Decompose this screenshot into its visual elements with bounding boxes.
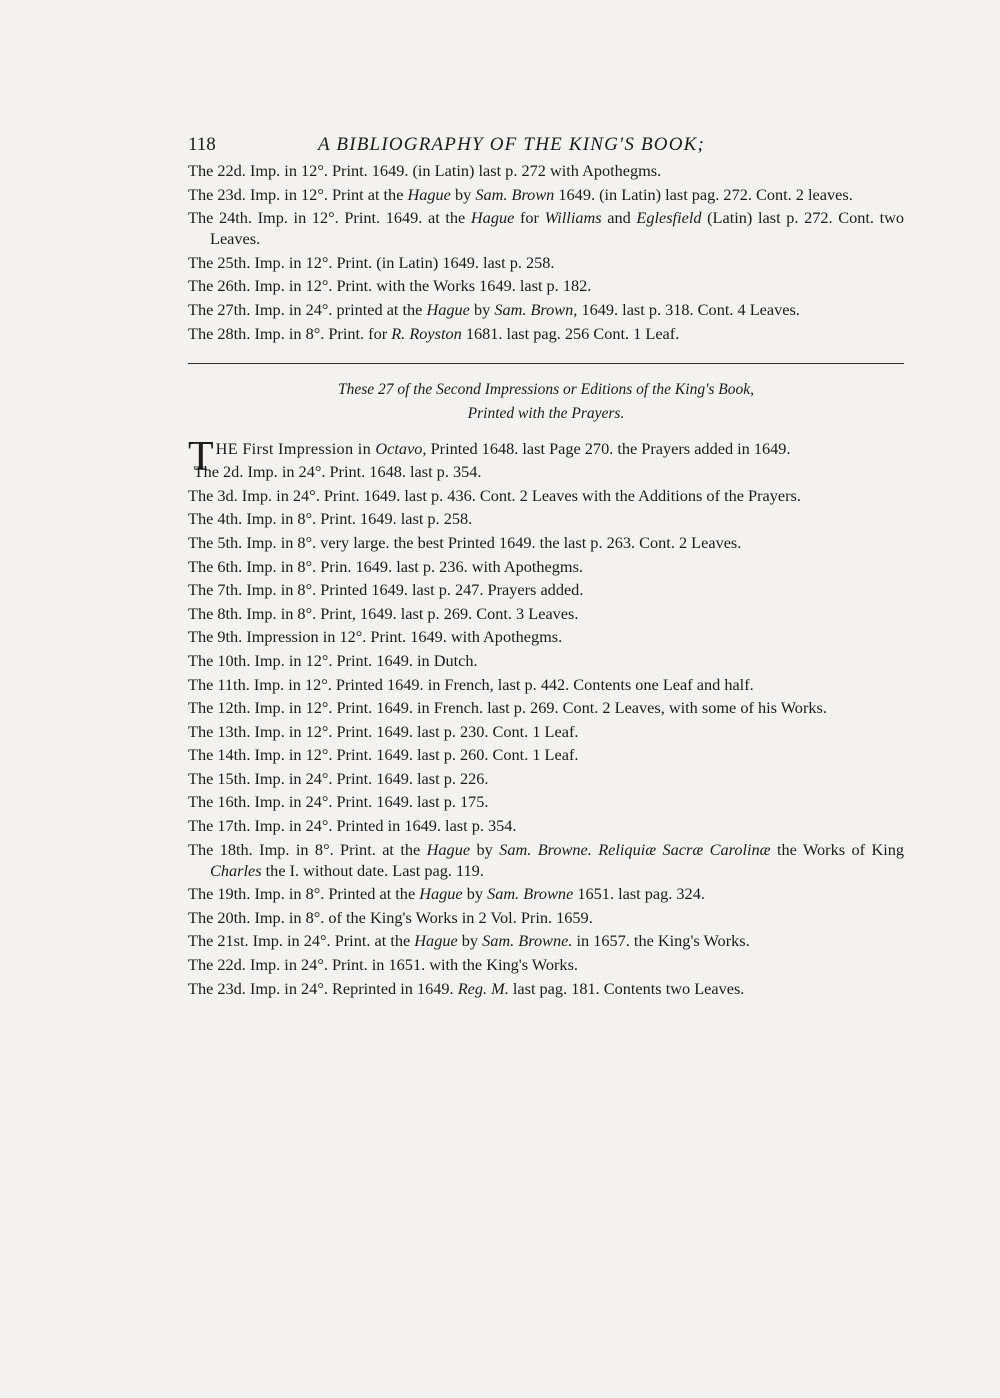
entry-text: The 3d. Imp. in 24°. Print. 1649. last p. 436. Cont. 2 Leaves with the Additions of the Prayers. [188,485,801,505]
entry-text: The 8th. Imp. in 8°. Print, 1649. last p. 269. Cont. 3 Leaves. [188,603,579,623]
bibliography-entry [188,579,904,600]
entry-text: The 13th. Imp. in 12°. Print. 1649. last p. 230. Cont. 1 Leaf. [188,721,579,741]
bibliography-entry [188,768,904,789]
running-title: A BIBLIOGRAPHY OF THE KING'S BOOK; [318,134,706,155]
bibliography-entry [188,556,904,577]
bibliography-entry [188,744,904,765]
bibliography-entry [188,721,904,742]
section-heading-line-1: These 27 of the Second Impressions or Editions of the King's Book, [337,380,755,398]
bibliography-entry [188,954,904,975]
entry-list-first-impressions [188,160,904,344]
entry-italic-text: Charles [210,860,262,880]
entry-text: The 19th. Imp. in 8°. Printed at the [188,884,420,904]
bibliography-entry [188,791,904,812]
entry-italic-text: Reg. M. [457,978,509,998]
bibliography-entry [188,930,904,951]
entry-italic-text: Williams [544,208,602,228]
entry-text: 1651. last pag. 324. [573,884,705,904]
entry-text: The 22d. Imp. in 24°. Print. in 1651. with the King's Works. [188,955,578,975]
running-head [188,128,904,160]
bibliography-entry [188,160,904,181]
entry-italic-text: Sam. Browne [487,884,574,904]
entry-text: The 28th. Imp. in 8°. Print. for [188,323,392,343]
page-number: 118 [188,134,216,155]
bibliography-entry [188,485,904,506]
entry-text: for [514,208,545,228]
entry-text: The 20th. Imp. in 8°. of the King's Works in 2 Vol. Prin. 1659. [188,907,593,927]
entry-italic-text: Hague [470,208,515,228]
bibliography-entry [188,626,904,647]
entry-italic-text: Eglesfield [636,208,702,228]
entry-text: in 1657. the King's Works. [572,931,750,951]
entry-text: by [469,299,495,319]
section-heading [188,378,904,426]
entry-text: The 10th. Imp. in 12°. Print. 1649. in Dutch. [188,650,478,670]
entry-text: The 16th. Imp. in 24°. Print. 1649. last p. 175. [188,792,489,812]
bibliography-entry [188,323,904,344]
entry-italic-text: Hague [414,931,458,951]
entry-text: 1681. last pag. 256 Cont. 1 Leaf. [461,323,680,343]
bibliography-entry [188,532,904,553]
bibliography-entry [188,461,904,482]
entry-italic-text: Hague [407,184,451,204]
entry-italic-text: R. Royston [391,323,462,343]
entry-text: by [470,839,500,859]
entry-text: The 22d. Imp. in 12°. Print. 1649. (in Latin) last p. 272 with Apothegms. [188,161,662,180]
bibliography-entry [188,603,904,624]
entry-text: The 11th. Imp. in 12°. Printed 1649. in French, last p. 442. Contents one Leaf and half. [188,674,754,694]
entry-italic-text: Sam. Browne. [482,931,573,951]
entry-text: The 21st. Imp. in 24°. Print. at the [188,931,415,951]
entry-text: the Works of King [770,839,905,859]
section-heading-line-2: Printed with the Prayers. [467,404,625,422]
entry-text: The 7th. Imp. in 8°. Printed 1649. last p. 247. Prayers added. [188,580,584,600]
section-divider [188,363,904,364]
entry-text: last pag. 181. Contents two Leaves. [508,978,745,998]
bibliography-entry [188,650,904,671]
bibliography-entry [188,978,904,999]
entry-text: The 18th. Imp. in 8°. Print. at the [188,839,427,859]
bibliography-entry [188,299,904,320]
entry-text: The 25th. Imp. in 12°. Print. (in Latin) 1649. last p. 258. [188,252,555,272]
entry-text: The 23d. Imp. in 24°. Reprinted in 1649. [188,978,458,998]
entry-italic-text: Hague [426,299,470,319]
entry-italic-text: Hague [419,884,463,904]
entry-text: The 4th. Imp. in 8°. Print. 1649. last p. 258. [188,509,473,529]
entry-list-prayer-impressions [188,461,904,998]
entry-text: by [457,931,483,951]
entry-text: The 2d. Imp. in 24°. Print. 1648. last p. 354. [193,462,482,482]
bibliography-entry [188,839,904,881]
page-body [188,128,904,1001]
entry-text: The 5th. Imp. in 8°. very large. the best Printed 1649. the last p. 263. Cont. 2 Leaves. [188,532,742,552]
entry-text: The 14th. Imp. in 12°. Print. 1649. last p. 260. Cont. 1 Leaf. [188,745,579,765]
bibliography-entry [188,508,904,529]
bibliography-entry [188,883,904,904]
bibliography-entry [188,207,904,249]
first-entry-italic: Octavo, [375,438,427,458]
bibliography-entry [188,815,904,836]
entry-text: 1649. (in Latin) last pag. 272. Cont. 2 leaves. [554,184,853,204]
entry-text: The 24th. Imp. in 12°. Print. 1649. at the [188,208,471,228]
bibliography-entry [188,907,904,928]
entry-text: The 9th. Impression in 12°. Print. 1649. with Apothegms. [188,627,563,647]
first-entry-head: HE First Impression in [215,438,376,458]
entry-text: The 15th. Imp. in 24°. Print. 1649. last p. 226. [188,768,489,788]
entry-text: 1649. last p. 318. Cont. 4 Leaves. [577,299,800,319]
entry-text: (Latin) last p. 272. Cont. two Leaves. [210,208,905,249]
entry-text: and [601,208,637,228]
bibliography-entry [188,674,904,695]
entry-text: The 12th. Imp. in 12°. Print. 1649. in French. last p. 269. Cont. 2 Leaves, with some of his Works. [188,698,827,718]
entry-italic-text: Hague [426,839,471,859]
entry-text: The 17th. Imp. in 24°. Printed in 1649. last p. 354. [188,816,517,836]
entry-text: The 27th. Imp. in 24°. printed at the [188,299,427,319]
entry-italic-text: Sam. Browne. Reliquiæ Sacræ Carolinæ [499,839,771,859]
bibliography-entry [188,252,904,273]
bibliography-entry [188,697,904,718]
bibliography-entry [188,275,904,296]
bibliography-entry [188,184,904,205]
first-entry-rest: Printed 1648. last Page 270. the Prayers added in 1649. [426,438,791,458]
entry-text: The 26th. Imp. in 12°. Print. with the Works 1649. last p. 182. [188,276,592,296]
entry-text: the I. without date. Last pag. 119. [261,860,484,880]
entry-text: by [450,184,476,204]
entry-text: by [462,884,488,904]
entry-text: The 23d. Imp. in 12°. Print at the [188,184,408,204]
entry-italic-text: Sam. Brown, [494,299,578,319]
entry-text: The 6th. Imp. in 8°. Prin. 1649. last p. 236. with Apothegms. [188,556,583,576]
drop-cap: T [188,433,214,480]
entry-italic-text: Sam. Brown [475,184,555,204]
